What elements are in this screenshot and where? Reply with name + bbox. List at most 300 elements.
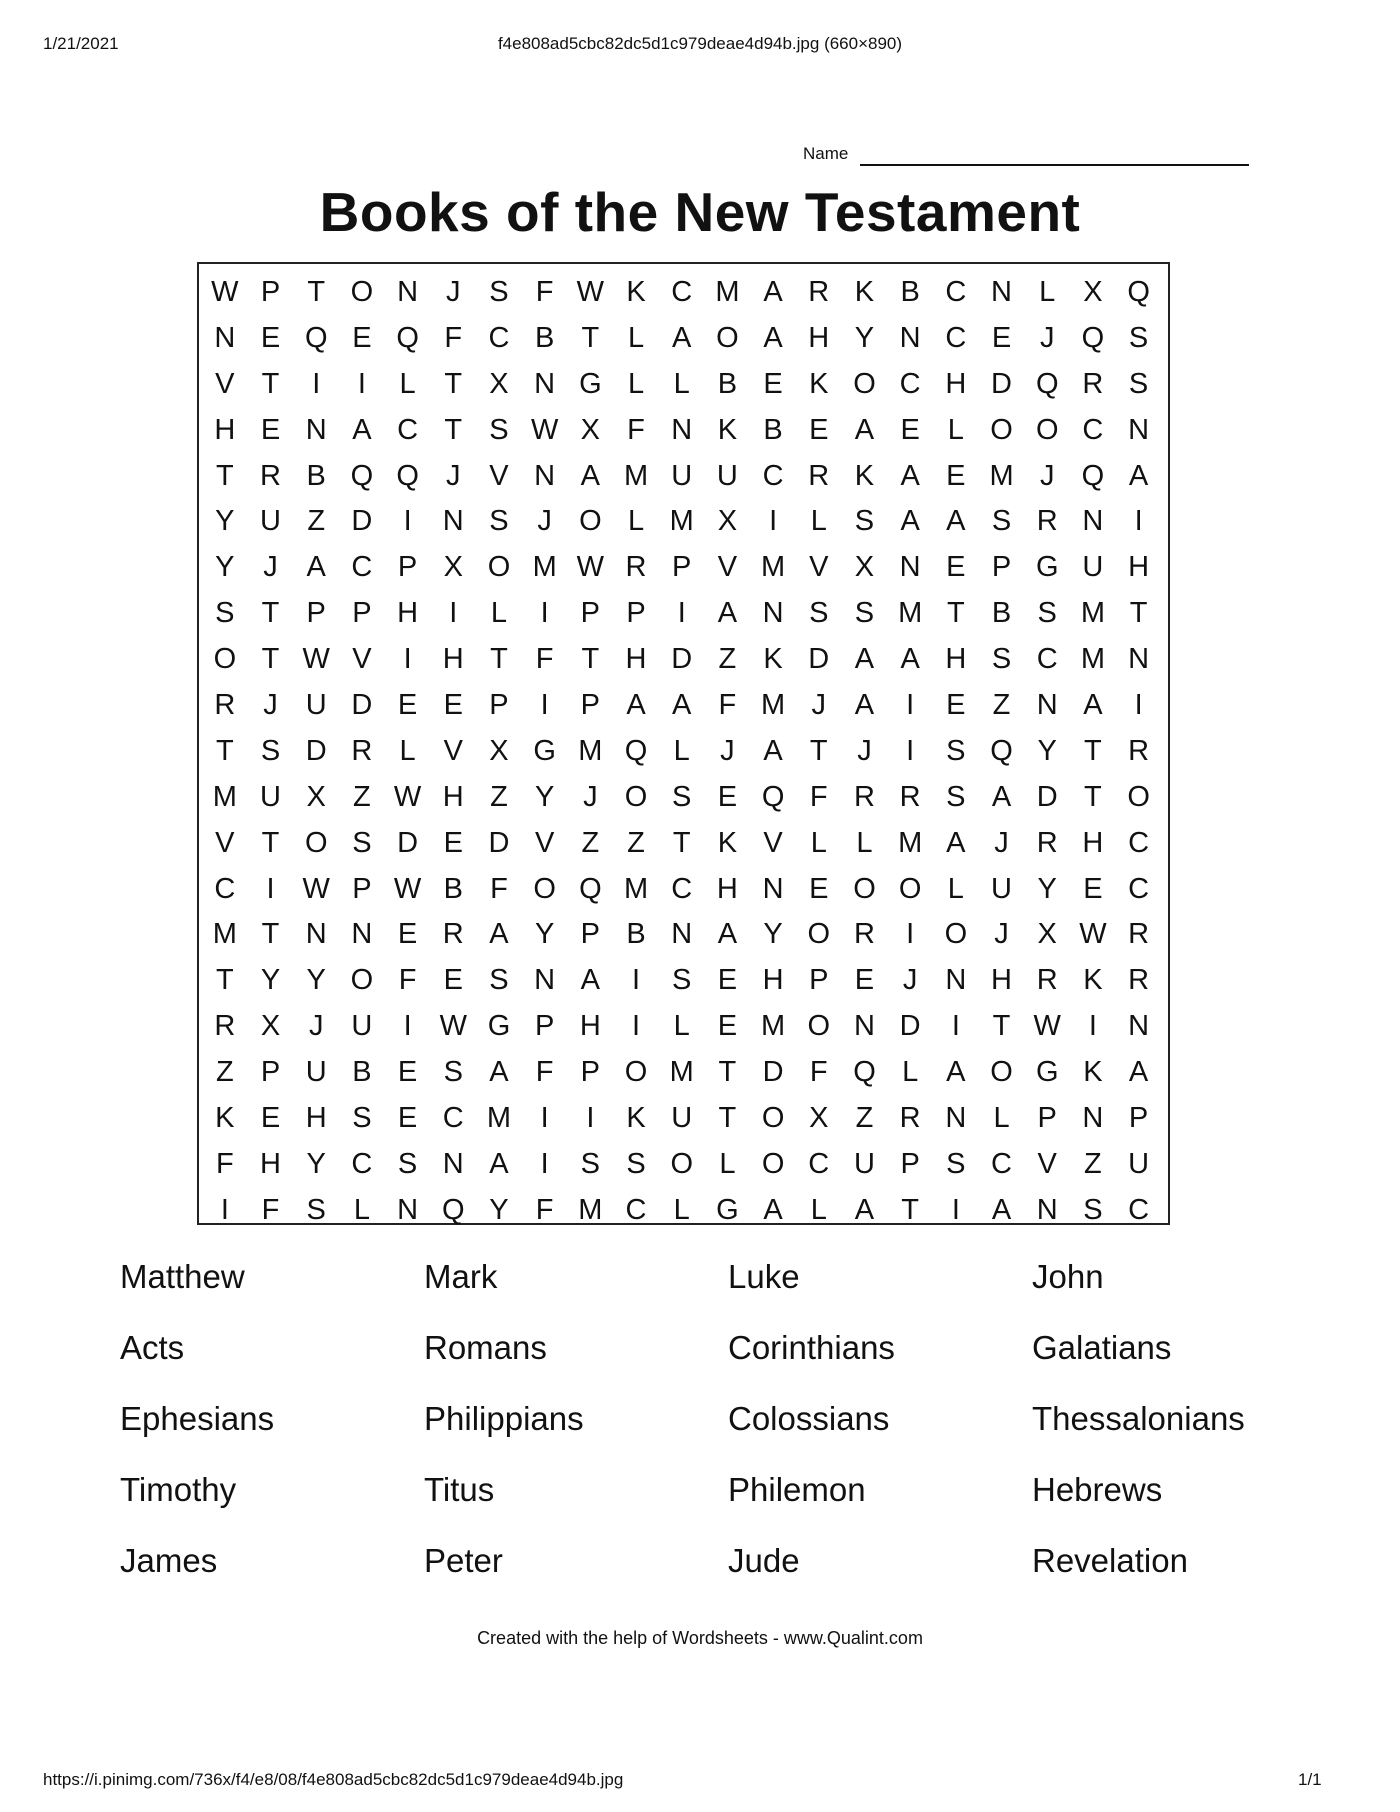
grid-letter: U [351,1010,373,1043]
grid-letter: A [900,505,920,538]
grid-letter: L [673,734,690,767]
grid-letter: Y [489,1193,509,1226]
grid-letter: R [1036,505,1058,538]
grid-letter: X [443,551,463,584]
grid-letter: I [632,1010,641,1043]
grid-letter: I [540,1147,549,1180]
grid-letter: M [532,551,557,584]
grid-letter: A [489,1147,509,1180]
grid-letter: L [673,1193,690,1226]
grid-letter: R [1036,964,1058,997]
grid-letter: F [809,1056,828,1089]
print-url: https://i.pinimg.com/736x/f4/e8/08/f4e808ad5cbc82dc5d1c979deae4d94b.jpg [43,1770,624,1789]
grid-letter: D [488,826,510,859]
grid-letter: E [1083,872,1103,905]
grid-letter: F [809,780,828,813]
grid-letter: Y [854,321,875,354]
grid-letter: A [763,1193,783,1226]
grid-letter: U [260,505,281,538]
grid-letter: A [763,276,783,308]
grid-letter: J [446,459,461,492]
grid-row [202,821,1165,867]
name-field [803,144,1253,168]
grid-letter: O [304,826,328,859]
grid-letter: E [260,321,281,354]
grid-row [202,591,1165,637]
grid-letter: N [534,367,556,400]
grid-letter: C [671,276,693,308]
grid-letter: J [857,734,872,767]
grid-row [202,499,1165,545]
grid-letter: Z [627,826,645,859]
grid-letter: N [1036,1193,1058,1226]
grid-letter: I [540,1102,549,1135]
word-bank-item: Titus [424,1471,495,1508]
grid-letter: R [442,918,464,951]
grid-letter: X [489,734,509,767]
page-title: Books of the New Testament [319,181,1081,243]
grid-letter: S [260,734,281,767]
grid-letter: N [1128,1010,1150,1043]
grid-letter: B [352,1056,372,1089]
word-bank-item: Acts [120,1329,185,1366]
grid-letter: L [673,367,690,400]
grid-letter: O [807,918,831,951]
grid-letter: S [215,597,235,630]
grid-letter: N [534,964,556,997]
grid-letter: L [719,1147,736,1180]
grid-letter: M [761,1010,786,1043]
grid-letter: J [994,918,1009,951]
grid-letter: C [762,459,784,492]
grid-letter: R [808,276,830,308]
word-bank-item: John [1032,1258,1104,1295]
grid-letter: Q [1127,276,1150,308]
grid-letter: O [990,1056,1013,1089]
grid-letter: T [215,459,234,492]
grid-letter: L [627,505,645,538]
grid-letter: S [1128,367,1149,400]
grid-letter: P [534,1010,555,1043]
grid-letter: D [305,734,327,767]
grid-letter: V [1037,1147,1057,1180]
grid-letter: P [1128,1102,1149,1135]
grid-letter: E [717,780,738,813]
grid-letter: A [1128,459,1149,492]
grid-letter: N [945,1102,967,1135]
grid-letter: W [393,872,422,905]
grid-letter: F [535,276,554,308]
grid-letter: M [898,826,923,859]
grid-letter: Q [761,780,785,813]
grid-letter: U [853,1147,875,1180]
grid-letter: A [626,689,646,722]
grid-letter: I [906,689,915,722]
grid-letter: N [534,459,556,492]
print-file-label: f4e808ad5cbc82dc5d1c979deae4d94b.jpg (660×890) [497,34,903,53]
grid-letter: Q [853,1056,876,1089]
grid-letter: H [305,1102,327,1135]
grid-letter: P [260,1056,281,1089]
grid-letter: U [305,1056,327,1089]
grid-letter: R [625,551,647,584]
grid-letter: N [1082,505,1104,538]
grid-letter: R [808,459,830,492]
grid-letter: E [397,918,418,951]
grid-row [202,867,1165,913]
grid-letter: E [260,413,281,446]
word-bank-item: Matthew [120,1258,245,1295]
grid-letter: R [351,734,373,767]
grid-letter: W [576,276,605,308]
grid-letter: S [626,1147,646,1180]
grid-letter: N [762,597,784,630]
grid-letter: E [946,459,966,492]
grid-letter: H [442,780,464,813]
grid-letter: M [989,459,1014,492]
grid-letter: P [1037,1102,1057,1135]
grid-letter: G [1035,551,1059,584]
grid-letter: X [489,367,509,400]
grid-row [202,1142,1165,1188]
grid-letter: A [1083,689,1103,722]
grid-letter: E [991,321,1012,354]
word-bank-item: James [120,1542,218,1579]
grid-letter: V [215,367,235,400]
grid-letter: C [214,872,236,905]
grid-letter: L [947,872,964,905]
grid-letter: S [489,276,509,308]
grid-letter: F [444,321,463,354]
grid-letter: D [351,689,373,722]
grid-letter: P [352,872,372,905]
grid-letter: Q [304,321,328,354]
grid-letter: O [944,918,968,951]
grid-letter: N [853,1010,875,1043]
grid-letter: U [671,459,693,492]
grid-letter: L [993,1102,1010,1135]
grid-letter: I [586,1102,595,1135]
grid-letter: I [540,689,549,722]
grid-letter: M [212,918,237,951]
grid-letter: R [853,918,875,951]
grid-letter: A [854,413,875,446]
grid-letter: T [261,643,280,676]
grid-letter: M [578,1193,603,1226]
print-page-number: 1/1 [1298,1770,1322,1789]
grid-letter: U [716,459,738,492]
grid-letter: N [899,321,921,354]
grid-letter: C [1128,872,1150,905]
grid-letter: C [488,321,510,354]
grid-letter: I [906,918,915,951]
grid-letter: L [399,734,416,767]
grid-letter: F [535,1056,554,1089]
grid-letter: R [1036,826,1058,859]
grid-letter: Q [990,734,1013,767]
grid-letter: G [1035,1056,1059,1089]
grid-letter: S [946,734,966,767]
grid-letter: O [807,1010,831,1043]
grid-letter: O [853,367,876,400]
grid-letter: O [579,505,602,538]
grid-letter: W [302,872,330,905]
grid-letter: T [901,1193,920,1226]
grid-letter: Z [307,505,326,538]
grid-letter: I [449,597,458,630]
grid-letter: R [899,1102,921,1135]
grid-letter: N [991,276,1012,308]
grid-letter: H [1082,826,1104,859]
word-bank-item: Philippians [424,1400,584,1437]
grid-row [202,958,1165,1004]
word-bank-row [120,1471,1320,1542]
grid-letter: K [626,276,646,308]
grid-letter: S [672,964,692,997]
grid-letter: T [1084,734,1102,767]
grid-letter: N [1128,413,1150,446]
word-bank-item: Thessalonians [1032,1400,1245,1437]
grid-letter: N [1036,689,1058,722]
word-bank-item: Corinthians [728,1329,895,1366]
grid-letter: H [214,413,236,446]
grid-letter: Q [1081,321,1105,354]
grid-letter: K [854,459,875,492]
grid-letter: Q [624,734,648,767]
grid-letter: R [260,459,281,492]
grid-letter: X [1037,918,1057,951]
grid-letter: H [397,597,419,630]
grid-letter: W [393,780,422,813]
grid-letter: E [443,826,463,859]
grid-letter: H [625,643,647,676]
grid-letter: C [351,1147,373,1180]
grid-letter: M [761,689,786,722]
grid-letter: D [397,826,419,859]
grid-letter: Y [215,551,235,584]
grid-letter: G [487,1010,511,1043]
word-bank [120,1258,1320,1613]
grid-letter: T [1084,780,1102,813]
grid-letter: T [444,367,463,400]
grid-letter: N [762,872,784,905]
word-bank-item: Hebrews [1032,1471,1163,1508]
grid-letter: A [489,918,509,951]
grid-letter: A [946,1056,966,1089]
grid-row [202,729,1165,775]
grid-letter: P [352,597,372,630]
grid-letter: P [809,964,829,997]
grid-row [202,362,1165,408]
grid-letter: F [215,1147,234,1180]
grid-letter: A [991,1193,1012,1226]
grid-letter: X [1083,276,1103,308]
grid-letter: E [854,964,875,997]
grid-letter: I [906,734,915,767]
grid-letter: I [220,1193,229,1226]
word-bank-item: Luke [728,1258,800,1295]
grid-letter: J [537,505,552,538]
grid-letter: F [535,1193,554,1226]
grid-letter: M [1080,643,1105,676]
grid-letter: Q [396,321,419,354]
grid-letter: B [763,413,783,446]
grid-letter: H [991,964,1012,997]
grid-row [202,316,1165,362]
grid-letter: R [1128,734,1150,767]
grid-letter: O [761,1147,785,1180]
grid-letter: M [898,597,923,630]
grid-letter: S [352,1102,372,1135]
grid-letter: N [397,276,419,308]
grid-letter: V [489,459,509,492]
grid-row [202,454,1165,500]
grid-letter: I [540,597,549,630]
grid-letter: Y [260,964,281,997]
grid-letter: R [899,780,921,813]
grid-letter: W [1033,1010,1061,1043]
grid-letter: T [261,597,280,630]
grid-letter: K [1083,964,1103,997]
grid-letter: T [444,413,463,446]
print-date: 1/21/2021 [43,34,119,53]
grid-letter: J [583,780,598,813]
grid-letter: I [632,964,641,997]
grid-letter: J [1039,321,1055,354]
grid-letter: Z [855,1102,874,1135]
grid-letter: S [489,505,509,538]
grid-letter: B [991,597,1012,630]
grid-letter: V [717,551,738,584]
grid-letter: F [398,964,417,997]
grid-letter: S [946,780,966,813]
grid-letter: D [808,643,830,676]
grid-letter: A [1128,1056,1149,1089]
grid-letter: O [716,321,739,354]
grid-letter: J [446,276,461,308]
grid-letter: V [443,734,463,767]
grid-row [202,270,1165,316]
grid-letter: Z [992,689,1011,722]
grid-letter: K [809,367,829,400]
grid-letter: P [672,551,692,584]
grid-letter: O [487,551,511,584]
grid-letter: T [307,276,326,308]
grid-letter: E [260,1102,281,1135]
grid-letter: V [215,826,235,859]
grid-letter: L [902,1056,919,1089]
grid-letter: Z [581,826,600,859]
grid-letter: A [717,918,738,951]
grid-letter: U [1082,551,1104,584]
grid-letter: S [443,1056,463,1089]
grid-letter: D [1036,780,1058,813]
word-bank-row [120,1329,1320,1400]
grid-letter: Q [396,459,419,492]
grid-letter: O [624,780,648,813]
grid-row [202,545,1165,591]
grid-letter: N [1128,643,1150,676]
grid-letter: Y [763,918,783,951]
grid-letter: Y [215,505,235,538]
grid-letter: X [260,1010,281,1043]
grid-row [202,1188,1165,1234]
grid-letter: V [534,826,555,859]
grid-letter: N [305,413,327,446]
grid-letter: L [353,1193,370,1226]
grid-row [202,1050,1165,1096]
grid-letter: I [1134,505,1143,538]
grid-letter: S [809,597,829,630]
grid-letter: W [439,1010,467,1043]
grid-letter: P [580,918,601,951]
grid-letter: I [312,367,321,400]
word-bank-item: Philemon [728,1471,866,1508]
grid-letter: T [490,643,508,676]
grid-letter: Y [306,1147,326,1180]
grid-row [202,408,1165,454]
grid-letter: Y [1037,872,1057,905]
grid-letter: A [763,734,783,767]
grid-letter: A [672,689,692,722]
grid-letter: R [1082,367,1104,400]
grid-letter: J [263,689,278,722]
grid-letter: C [397,413,419,446]
grid-letter: K [763,643,783,676]
grid-letter: P [306,597,326,630]
grid-letter: C [991,1147,1012,1180]
grid-letter: G [716,1193,739,1226]
grid-letter: T [215,964,234,997]
grid-letter: P [489,689,509,722]
grid-letter: X [717,505,738,538]
grid-letter: X [809,1102,829,1135]
grid-letter: S [352,826,372,859]
grid-letter: H [1128,551,1150,584]
word-bank-item: Colossians [728,1400,890,1437]
grid-letter: I [951,1193,960,1226]
grid-letter: C [945,276,967,308]
grid-letter: N [671,413,693,446]
grid-letter: K [626,1102,646,1135]
grid-letter: A [672,321,692,354]
word-bank-item: Romans [424,1329,547,1366]
grid-letter: S [397,1147,418,1180]
grid-letter: S [854,597,875,630]
grid-letter: C [625,1193,647,1226]
grid-letter: C [808,1147,830,1180]
grid-letter: A [352,413,372,446]
grid-letter: K [717,413,738,446]
grid-letter: O [350,964,374,997]
grid-letter: E [717,964,738,997]
grid-letter: O [853,872,876,905]
grid-letter: C [351,551,373,584]
grid-letter: L [399,367,416,400]
grid-letter: N [671,918,693,951]
grid-row [202,683,1165,729]
grid-letter: V [809,551,829,584]
grid-letter: L [673,1010,690,1043]
grid-letter: E [443,964,463,997]
grid-letter: O [1035,413,1059,446]
grid-letter: C [442,1102,464,1135]
grid-letter: F [490,872,508,905]
grid-letter: G [533,734,556,767]
grid-letter: D [899,1010,921,1043]
grid-letter: R [853,780,875,813]
grid-letter: M [486,1102,512,1135]
